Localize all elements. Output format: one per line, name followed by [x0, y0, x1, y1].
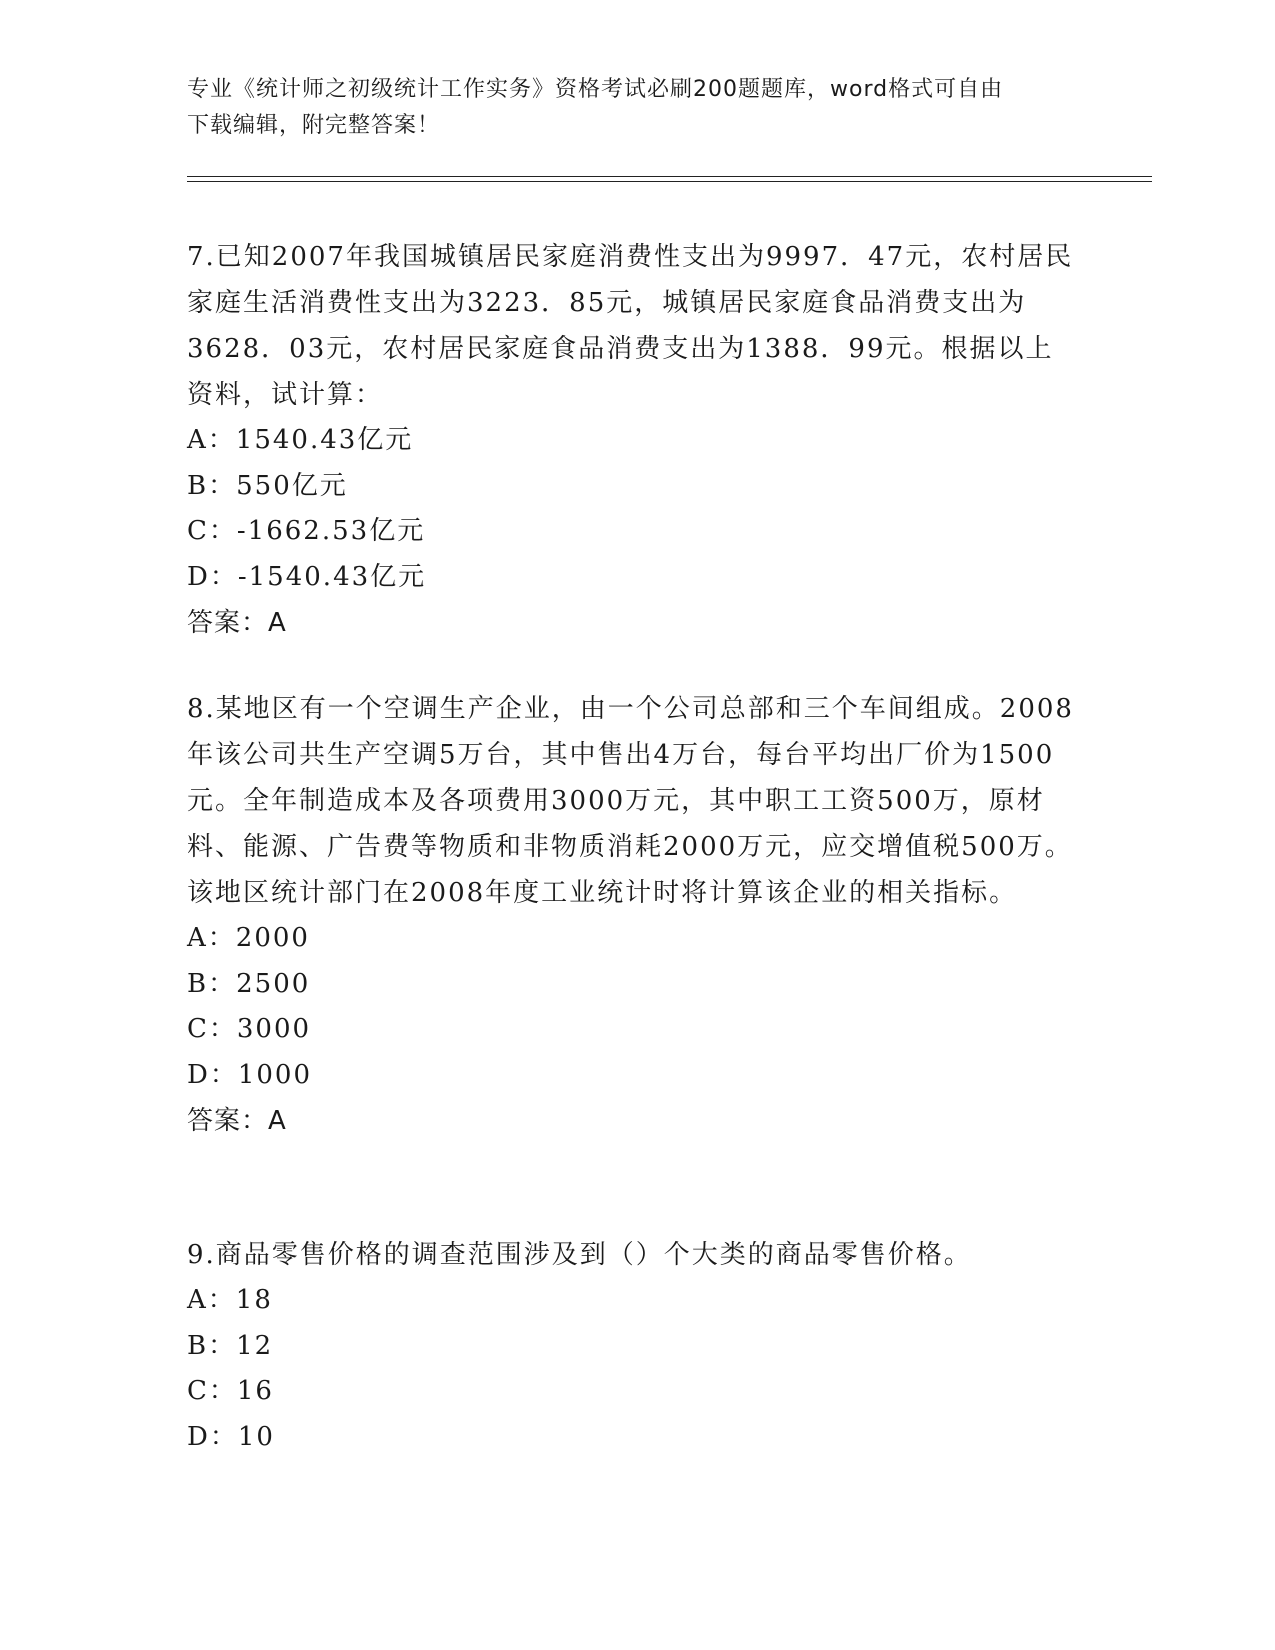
option-d: D：-1540.43亿元 — [187, 561, 427, 592]
header-divider-bottom — [187, 181, 1152, 182]
option-d: D：10 — [187, 1421, 275, 1452]
question-8 — [187, 686, 1077, 1144]
answer-line: 答案：A — [187, 1106, 287, 1136]
question-9 — [187, 1232, 1077, 1460]
option-b: B：2500 — [187, 968, 311, 999]
question-stem: 7.已知2007年我国城镇居民家庭消费性支出为9997．47元，农村居民家庭生活消费性支出为3223．85元，城镇居民家庭食品消费支出为3628．03元，农村居民家庭食品消费支出为1388．99元。根据以上资料，试计算： — [187, 242, 1074, 410]
option-b: B：12 — [187, 1330, 274, 1361]
header-divider-top — [187, 176, 1152, 177]
option-b: B：550亿元 — [187, 470, 348, 501]
option-a: A：1540.43亿元 — [187, 425, 414, 455]
option-a: A：18 — [187, 1285, 273, 1315]
document-header — [187, 72, 1067, 144]
option-d: D：1000 — [187, 1059, 313, 1090]
question-7 — [187, 234, 1077, 646]
question-stem: 8.某地区有一个空调生产企业，由一个公司总部和三个车间组成。2008年该公司共生产空调5万台，其中售出4万台，每台平均出厂价为1500元。全年制造成本及各项费用3000万元，其中职工工资500万，原材料、能源、广告费等物质和非物质消耗2000万元，应交增值税500万。该地区统计部门在2008年度工业统计时将计算该企业的相关指标。 — [187, 694, 1074, 908]
option-a: A：2000 — [187, 923, 310, 953]
answer-line: 答案：A — [187, 608, 287, 638]
option-c: C：16 — [187, 1376, 274, 1406]
option-c: C：-1662.53亿元 — [187, 516, 426, 546]
option-c: C：3000 — [187, 1014, 312, 1044]
header-line-2: 下载编辑，附完整答案！ — [187, 113, 441, 138]
question-stem: 9.商品零售价格的调查范围涉及到（）个大类的商品零售价格。 — [187, 1240, 972, 1270]
header-line-1: 专业《统计师之初级统计工作实务》资格考试必刷200题题库，word格式可自由 — [187, 77, 1004, 102]
